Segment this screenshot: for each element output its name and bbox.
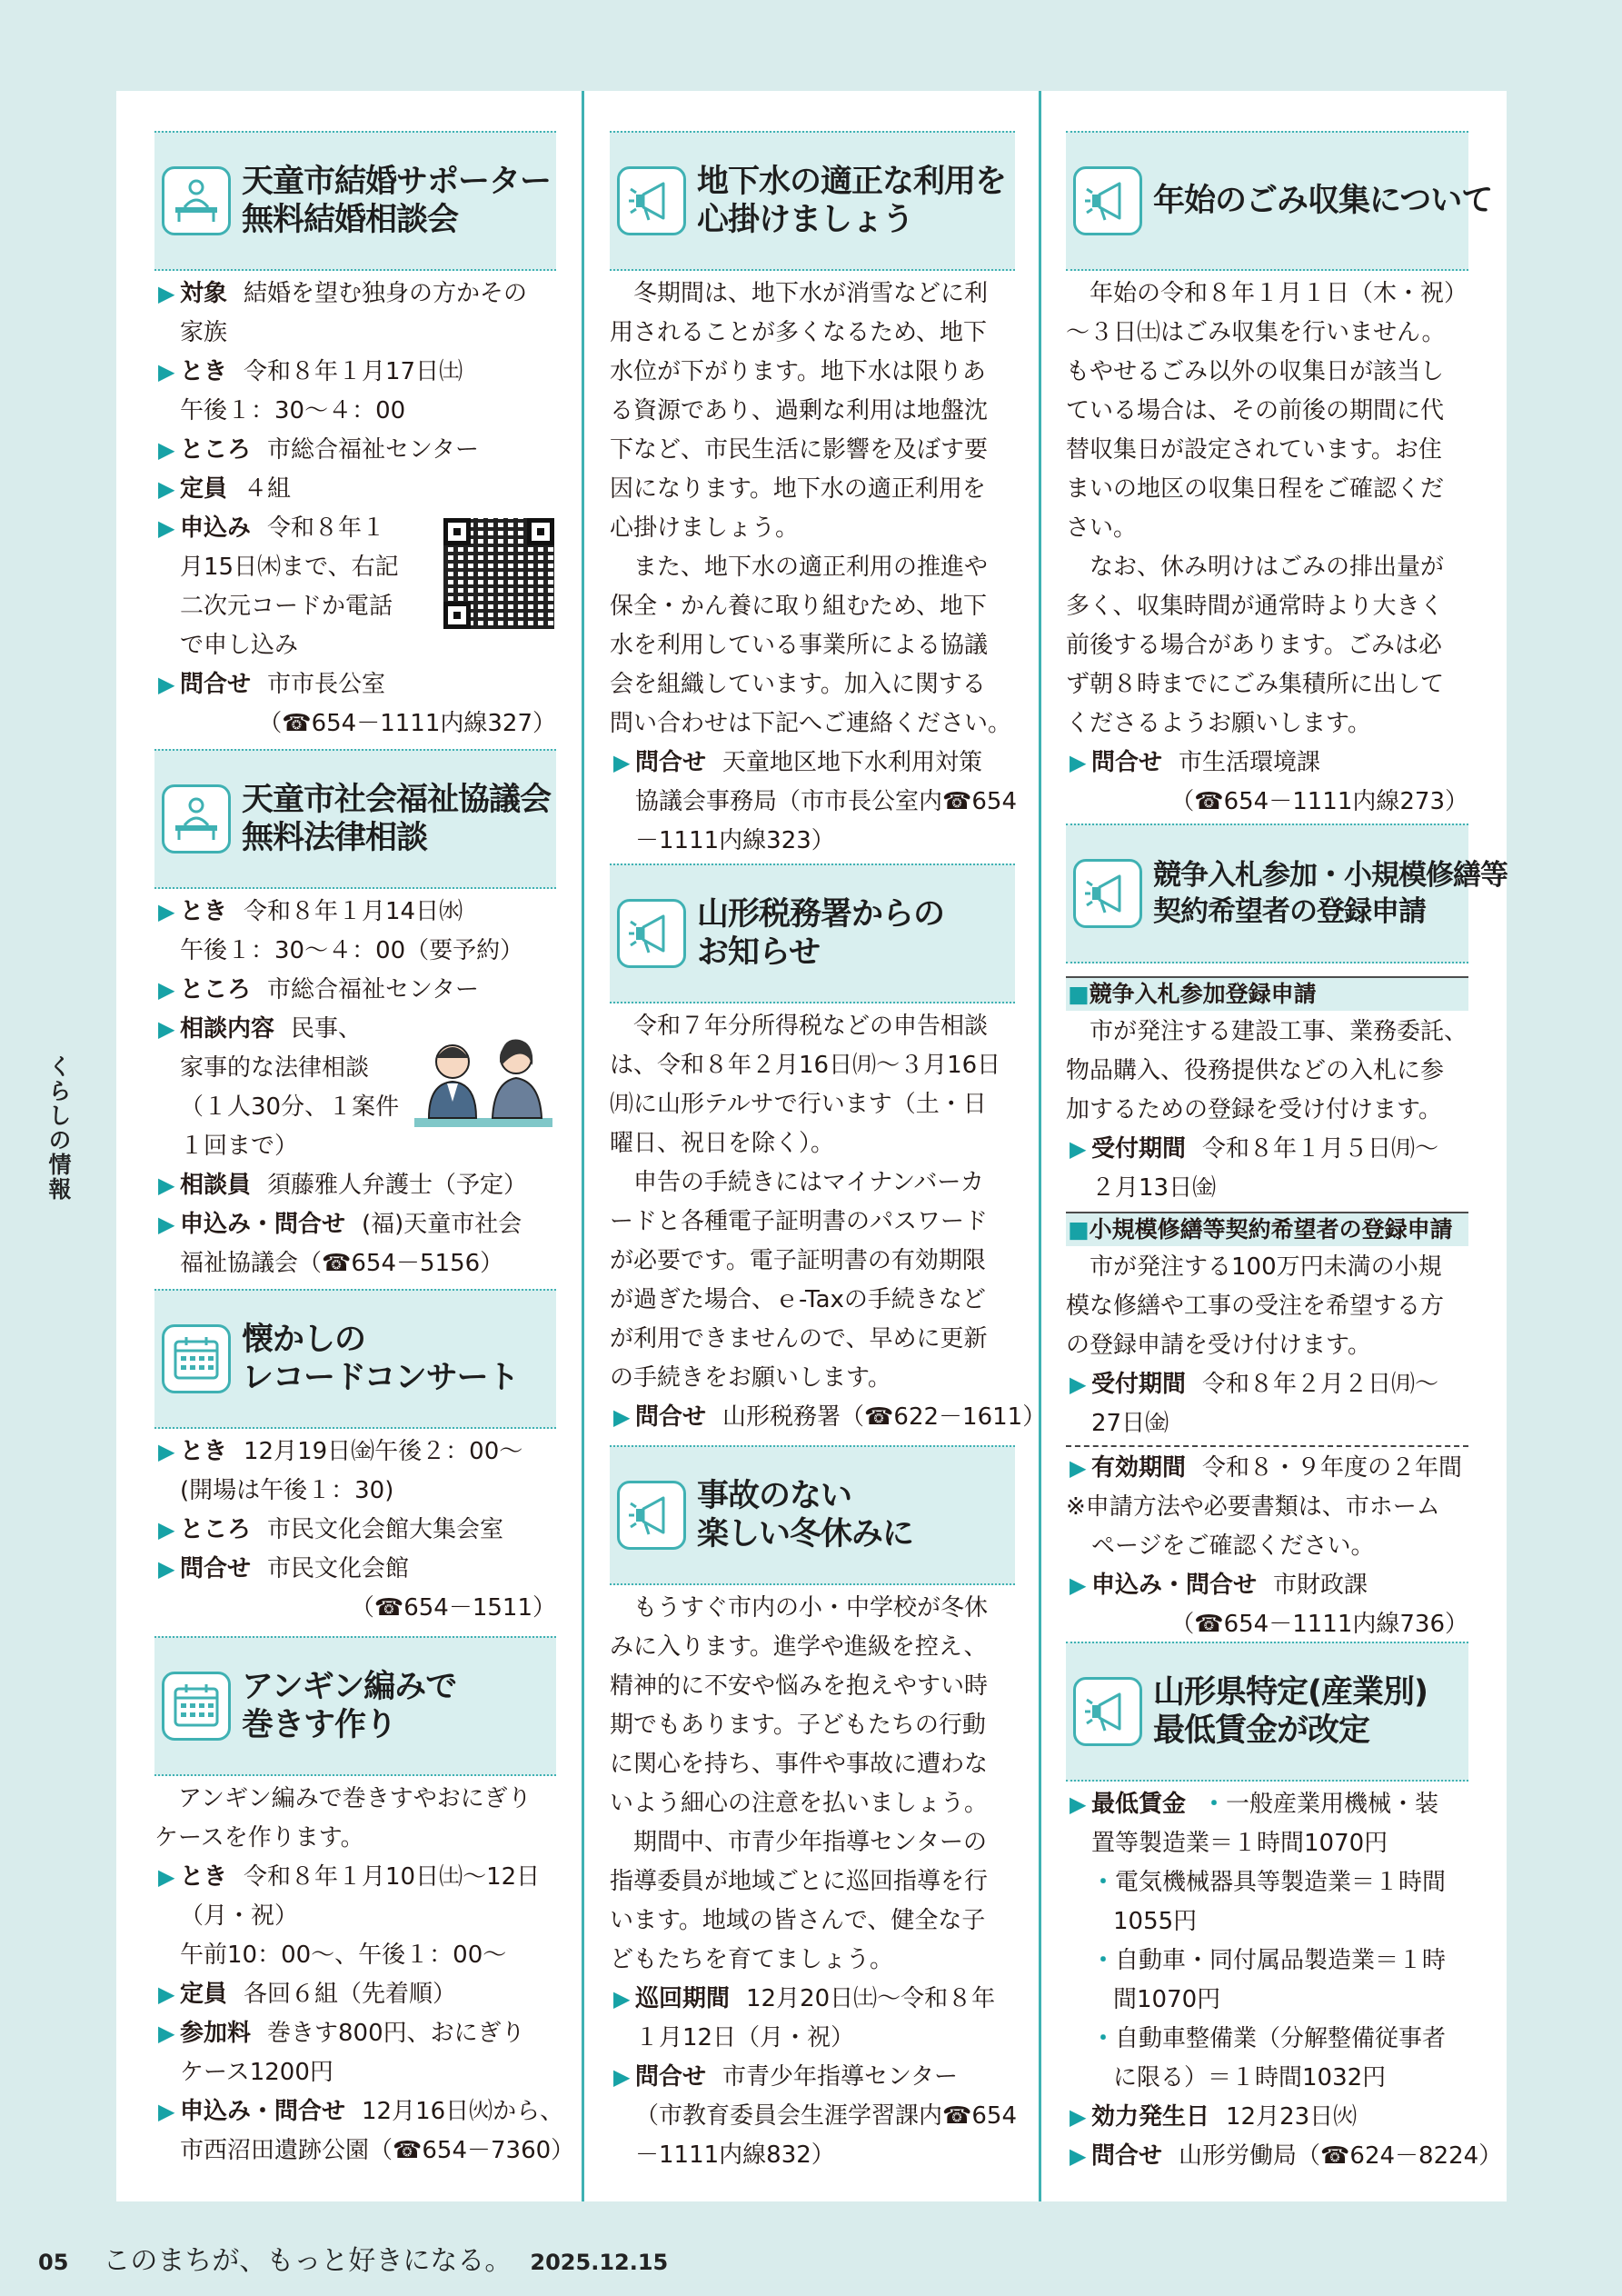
paragraph-line: が必要です。電子証明書の有効期限 — [610, 1247, 986, 1274]
winter-title: 事故のない 楽しい冬休みに — [697, 1478, 914, 1552]
when-row: ▶ とき 令和８年１月14日㈬ — [158, 898, 463, 925]
calendar-icon — [162, 1672, 231, 1741]
wage-body — [1066, 1785, 1503, 2176]
paragraph-line: は、令和８年２月16日㈪～３月16日 — [610, 1052, 1001, 1079]
footer-slogan: このまちが、もっと好きになる。 — [103, 2245, 512, 2277]
contact-row: ▶ 問合せ 山形税務署（☎622－1611） — [613, 1403, 1047, 1431]
paragraph-line: ず朝８時までにごみ集積所に出して — [1066, 671, 1445, 698]
intro-text: ケースを作ります。 — [154, 1824, 364, 1852]
groundwater-header — [610, 131, 1015, 271]
paragraph-line: の登録申請を受け付けます。 — [1066, 1332, 1371, 1359]
consultation-icon — [162, 784, 231, 854]
paragraph-line: 申告の手続きにはマイナンバーカ — [633, 1169, 984, 1196]
paragraph-line: いよう細心の注意を払いましょう。 — [610, 1790, 989, 1817]
paragraph-line: さい。 — [1066, 514, 1138, 542]
legal-header — [154, 749, 556, 889]
paragraph-line: ㈪に山形テルサで行います（土・日 — [610, 1091, 987, 1118]
paragraph-line: 期でもあります。子どもたちの行動 — [610, 1712, 986, 1739]
paragraph-line: ている場合は、その前後の期間に代 — [1066, 397, 1445, 424]
paragraph-line: 年始の令和８年１月１日（木・祝） — [1090, 280, 1468, 307]
column-divider — [1039, 91, 1041, 2201]
target-row: ▶ 対象 結婚を望む独身の方かその — [158, 280, 528, 307]
period-cont: 27日㈮ — [1091, 1410, 1169, 1437]
content-cont: １回まで） — [180, 1133, 299, 1160]
garbage-title: 年始のごみ収集について — [1153, 183, 1493, 219]
apply-row: ▶ 申込み・問合せ 12月16日㈫から、 — [158, 2098, 564, 2125]
paragraph-line: 期間中、市青少年指導センターの — [633, 1829, 987, 1856]
contact-tel: （☎654－1511） — [350, 1594, 556, 1622]
divider — [1066, 1445, 1468, 1447]
garbage-body — [1066, 275, 1468, 822]
wage-cont: に限る）＝１時間1032円 — [1113, 2064, 1387, 2091]
megaphone-icon — [617, 899, 686, 968]
contact-row: ▶ 問合せ 山形労働局（☎624－8224） — [1070, 2142, 1503, 2170]
bid-title: 競争入札参加・小規模修繕等 契約希望者の登録申請 — [1153, 859, 1508, 928]
paragraph-line: みに入ります。進学や進級を控え、 — [610, 1633, 988, 1661]
concert-body — [154, 1433, 556, 1628]
paragraph-line: に関心を持ち、事件や事故に遭わな — [610, 1751, 989, 1778]
subheading: ■小規模修繕等契約希望者の登録申請 — [1066, 1212, 1468, 1246]
tax-header — [610, 863, 1015, 1003]
apply-cont: 二次元コードか電話 — [180, 593, 393, 620]
garbage-header — [1066, 131, 1493, 271]
wage-item: ・自動車・同付属品製造業＝１時 — [1091, 1947, 1447, 1974]
content-cont: （１人30分、１案件 — [180, 1093, 400, 1121]
paragraph-line: 前後する場合があります。ごみは必 — [1066, 632, 1442, 659]
column-divider — [582, 91, 584, 2201]
contact-tel: （☎654－1111内線327） — [258, 710, 556, 737]
megaphone-icon — [1073, 166, 1142, 235]
paragraph-line: 下など、市民生活に影響を及ぼす要 — [610, 436, 989, 464]
period-row: ▶ 受付期間 令和８年１月５日㈪～ — [1070, 1135, 1439, 1163]
paragraph-line: なお、休み明けはごみの排出量が — [1090, 554, 1445, 581]
wage-cont: 間1070円 — [1113, 1986, 1221, 2013]
contact-row: ▶ 問合せ 市生活環境課 — [1070, 749, 1321, 776]
apply-cont: 市西沼田遺跡公園（☎654－7360） — [180, 2137, 575, 2164]
megaphone-icon — [1073, 1677, 1142, 1746]
marriage-header — [154, 131, 556, 271]
paragraph-line: また、地下水の適正利用の推進や — [633, 554, 989, 581]
paragraph-line: ～３日㈯はごみ収集を行いません。 — [1066, 319, 1446, 346]
valid-row: ▶ 有効期間 令和８・９年度の２年間 — [1070, 1454, 1463, 1482]
angin-body — [154, 1780, 575, 2171]
place-row: ▶ ところ 市民文化会館大集会室 — [158, 1516, 504, 1543]
period-row: ▶ 受付期間 令和８年２月２日㈪～ — [1070, 1371, 1439, 1398]
concert-header — [154, 1289, 556, 1429]
paragraph-line: が利用できませんので、早めに更新 — [610, 1325, 988, 1353]
when-row: ▶ とき 令和８年１月10日㈯～12日 — [158, 1863, 541, 1891]
megaphone-icon — [617, 166, 686, 235]
section-side-label: くらしの情報 — [45, 1054, 72, 1202]
angin-title: アンギン編みで 巻きす作り — [242, 1669, 457, 1743]
paragraph-line: 令和７年分所得税などの申告相談 — [633, 1013, 989, 1040]
wage-cont: 置等製造業＝１時間1070円 — [1091, 1830, 1388, 1857]
paragraph-line: 保全・かん養に取り組むため、地下 — [610, 593, 987, 620]
legal-title: 天童市社会福祉協議会 無料法律相談 — [242, 782, 552, 856]
content-panel — [116, 91, 1507, 2201]
winter-header — [610, 1445, 1015, 1585]
column-1 — [154, 91, 575, 2201]
paragraph-line: どもたちを育てましょう。 — [610, 1946, 894, 1973]
when-cont: （月・祝） — [180, 1902, 299, 1930]
paragraph-line: 心掛けましょう。 — [610, 514, 800, 542]
consultation-illustration — [411, 1025, 556, 1153]
paragraph-line: 市が発注する建設工事、業務委託、 — [1090, 1018, 1468, 1045]
paragraph-line: 替収集日が設定されています。お住 — [1066, 436, 1442, 464]
wage-item: ・電気機械器具等製造業＝１時間 — [1091, 1869, 1447, 1896]
paragraph-line: 水を利用している事業所による協議 — [610, 632, 989, 659]
contact-cont: 協議会事務局（市市長公室内☎654 — [635, 788, 1018, 815]
wage-header — [1066, 1642, 1468, 1782]
contact-cont: －1111内線832） — [635, 2141, 835, 2169]
paragraph-line: 用されることが多くなるため、地下 — [610, 319, 987, 346]
wage-title: 山形県特定(産業別) 最低賃金が改定 — [1153, 1674, 1428, 1749]
paragraph-line: くださるようお願いします。 — [1066, 710, 1371, 737]
contact-row: ▶ 問合せ 市市長公室 — [158, 671, 386, 698]
apply-cont: で申し込み — [180, 632, 299, 659]
winter-body — [610, 1589, 1018, 2175]
issue-date: 2025.12.15 — [530, 2250, 669, 2275]
when-cont: (開場は午後１：30) — [180, 1477, 394, 1504]
contact-row: ▶ 問合せ 市民文化会館 — [158, 1555, 410, 1582]
when-cont: 午後１：30～４：00（要予約） — [180, 937, 524, 964]
marriage-title: 天童市結婚サポーター 無料結婚相談会 — [242, 164, 552, 238]
paragraph-line: います。地域の皆さんで、健全な子 — [610, 1907, 986, 1934]
contact-tel: （☎654－1111内線273） — [1170, 788, 1468, 815]
page-footer — [38, 2238, 668, 2278]
paragraph-line: ードと各種電子証明書のパスワード — [610, 1208, 989, 1235]
note-text: ページをご確認ください。 — [1091, 1532, 1375, 1560]
paragraph-line: 加するための登録を受け付けます。 — [1066, 1096, 1442, 1123]
wage-row: ▶ 最低賃金 ・一般産業用機械・装 — [1070, 1791, 1439, 1818]
place-row: ▶ ところ 市総合福祉センター — [158, 976, 479, 1003]
subheading: ■競争入札参加登録申請 — [1066, 976, 1468, 1011]
when-row: ▶ とき 令和８年１月17日㈯ — [158, 358, 463, 385]
paragraph-line: 因になります。地下水の適正利用を — [610, 475, 986, 503]
period-cont: １月12日（月・祝） — [635, 2024, 855, 2051]
paragraph-line: 冬期間は、地下水が消雪などに利 — [633, 280, 989, 307]
paragraph-line: 問い合わせは下記へご連絡ください。 — [610, 710, 1012, 737]
fee-row: ▶ 参加料 巻きす800円、おにぎり — [158, 2020, 525, 2047]
column-2 — [610, 91, 1047, 2201]
groundwater-title: 地下水の適正な利用を 心掛けましょう — [697, 164, 1007, 238]
place-row: ▶ ところ 市総合福祉センター — [158, 436, 479, 464]
paragraph-line: 物品購入、役務提供などの入札に参 — [1066, 1057, 1445, 1084]
note-text: ※申請方法や必要書類は、市ホーム — [1066, 1493, 1440, 1521]
apply-row: ▶ 申込み・問合せ (福)天童市社会 — [158, 1211, 522, 1238]
apply-row: ▶ 申込み・問合せ 市財政課 — [1070, 1572, 1368, 1599]
megaphone-icon — [1073, 859, 1142, 928]
content-cont: 家事的な法律相談 — [180, 1054, 370, 1082]
fee-cont: ケース1200円 — [180, 2059, 333, 2086]
page-number: 05 — [38, 2250, 69, 2275]
contact-cont: （市教育委員会生涯学習課内☎654 — [635, 2102, 1018, 2130]
bid-header — [1066, 824, 1508, 963]
paragraph-line: の手続きをお願いします。 — [610, 1364, 891, 1392]
contact-row: ▶ 問合せ 市青少年指導センター — [613, 2063, 958, 2091]
when-cont: 午後１：30～４：00 — [180, 397, 406, 424]
tax-title: 山形税務署からの お知らせ — [697, 896, 945, 971]
qr-code[interactable] — [443, 518, 554, 629]
capacity-row: ▶ 定員 各回６組（先着順） — [158, 1981, 457, 2008]
paragraph-line: る資源であり、過剰な利用は地盤沈 — [610, 397, 989, 424]
target-cont: 家族 — [180, 319, 228, 346]
paragraph-line: 水位が下がります。地下水は限りあ — [610, 358, 986, 385]
paragraph-line: 模な修繕や工事の受注を希望する方 — [1066, 1293, 1445, 1320]
period-row: ▶ 巡回期間 12月20日㈯～令和８年 — [613, 1985, 996, 2012]
date-row: ▶ 効力発生日 12月23日㈫ — [1070, 2103, 1358, 2131]
apply-cont: 月15日㈭まで、右記 — [180, 554, 399, 581]
paragraph-line: 指導委員が地域ごとに巡回指導を行 — [610, 1868, 989, 1895]
concert-title: 懐かしの レコードコンサート — [242, 1322, 519, 1396]
groundwater-body — [610, 275, 1018, 861]
capacity-row: ▶ 定員 ４組 — [158, 475, 292, 503]
staff-row: ▶ 相談員 須藤雅人弁護士（予定） — [158, 1172, 528, 1199]
wage-item: ・自動車整備業（分解整備従事者 — [1091, 2025, 1447, 2052]
paragraph-line: が過ぎた場合、ｅ-Taxの手続きなど — [610, 1286, 986, 1313]
wage-cont: 1055円 — [1113, 1908, 1198, 1935]
paragraph-line: 会を組織しています。加入に関する — [610, 671, 986, 698]
when-row: ▶ とき 12月19日㈮午後２：00～ — [158, 1438, 523, 1465]
paragraph-line: もやせるごみ以外の収集日が該当し — [1066, 358, 1445, 385]
paragraph-line: 多く、収集時間が通常時より大きく — [1066, 593, 1444, 620]
consultation-icon — [162, 166, 231, 235]
paragraph-line: まいの地区の収集日程をご確認くだ — [1066, 475, 1445, 503]
intro-text: アンギン編みで巻きすやおにぎり — [178, 1785, 532, 1812]
calendar-icon — [162, 1324, 231, 1393]
angin-header — [154, 1636, 556, 1776]
megaphone-icon — [617, 1481, 686, 1550]
period-cont: ２月13日㈮ — [1091, 1174, 1217, 1202]
paragraph-line: 市が発注する100万円未満の小規 — [1090, 1253, 1442, 1281]
when-cont: 午前10：00～、午後１：00～ — [180, 1942, 507, 1969]
contact-tel: （☎654－1111内線736） — [1170, 1611, 1468, 1638]
paragraph-line: もうすぐ市内の小・中学校が冬休 — [633, 1594, 989, 1622]
paragraph-line: 曜日、祝日を除く）。 — [610, 1130, 835, 1157]
content-row: ▶ 相談内容 民事、 — [158, 1015, 363, 1043]
bid-body — [1066, 973, 1468, 1644]
tax-body — [610, 1007, 1047, 1437]
contact-row: ▶ 問合せ 天童地区地下水利用対策 — [613, 749, 983, 776]
paragraph-line: 精神的に不安や悩みを抱えやすい時 — [610, 1672, 989, 1700]
marriage-body — [154, 275, 556, 744]
apply-row: ▶ 申込み 令和８年１ — [158, 514, 386, 542]
contact-cont: －1111内線323） — [635, 827, 835, 854]
apply-cont: 福祉協議会（☎654－5156） — [180, 1250, 504, 1277]
column-3 — [1066, 91, 1508, 2201]
